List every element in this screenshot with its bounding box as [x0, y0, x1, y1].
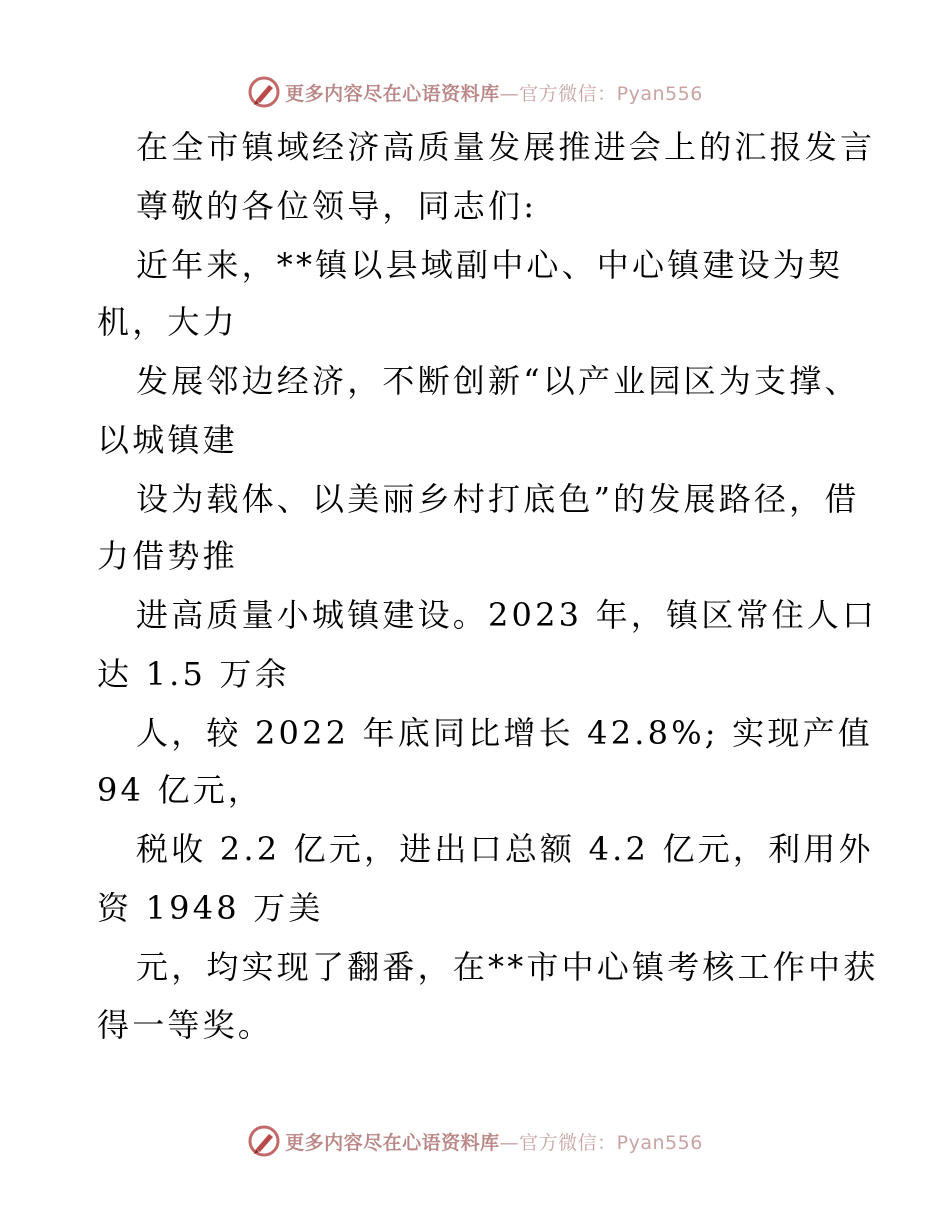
- paragraph-line: 元，均实现了翻番，在**市中心镇考核工作中获: [136, 948, 879, 986]
- paragraph-line: 以城镇建: [97, 421, 238, 459]
- paragraph-line: 资 1948 万美: [97, 889, 324, 927]
- paragraph-line: 人，较 2022 年底同比增长 42.8%; 实现产值: [136, 714, 873, 752]
- pen-logo-icon: [247, 1124, 281, 1158]
- paragraph-line: 设为载体、以美丽乡村打底色”的发展路径，借: [136, 480, 860, 518]
- pen-logo-icon: [247, 75, 281, 109]
- paragraph-line: 发展邻边经济，不断创新“以产业园区为支撑、: [136, 362, 860, 400]
- watermark-text: 更多内容尽在心语资料库—官方微信：Pyan556: [285, 82, 703, 105]
- paragraph-line: 税收 2.2 亿元，进出口总额 4.2 亿元，利用外: [136, 830, 874, 868]
- paragraph-line: 进高质量小城镇建设。2023 年，镇区常住人口: [136, 596, 878, 634]
- salutation: 尊敬的各位领导，同志们:: [136, 187, 538, 225]
- paragraph-line: 近年来，**镇以县域副中心、中心镇建设为契: [136, 246, 844, 284]
- footer-watermark: [0, 1121, 950, 1161]
- watermark-text: 更多内容尽在心语资料库—官方微信：Pyan556: [285, 1131, 703, 1154]
- paragraph-line: 达 1.5 万余: [97, 655, 290, 693]
- header-watermark: [0, 72, 950, 112]
- document-title: 在全市镇域经济高质量发展推进会上的汇报发言: [136, 128, 876, 166]
- paragraph-line: 力借势推: [97, 537, 238, 575]
- paragraph-line: 机，大力: [97, 303, 238, 341]
- paragraph-line: 94 亿元，: [97, 771, 264, 809]
- paragraph-line: 得一等奖。: [97, 1006, 274, 1044]
